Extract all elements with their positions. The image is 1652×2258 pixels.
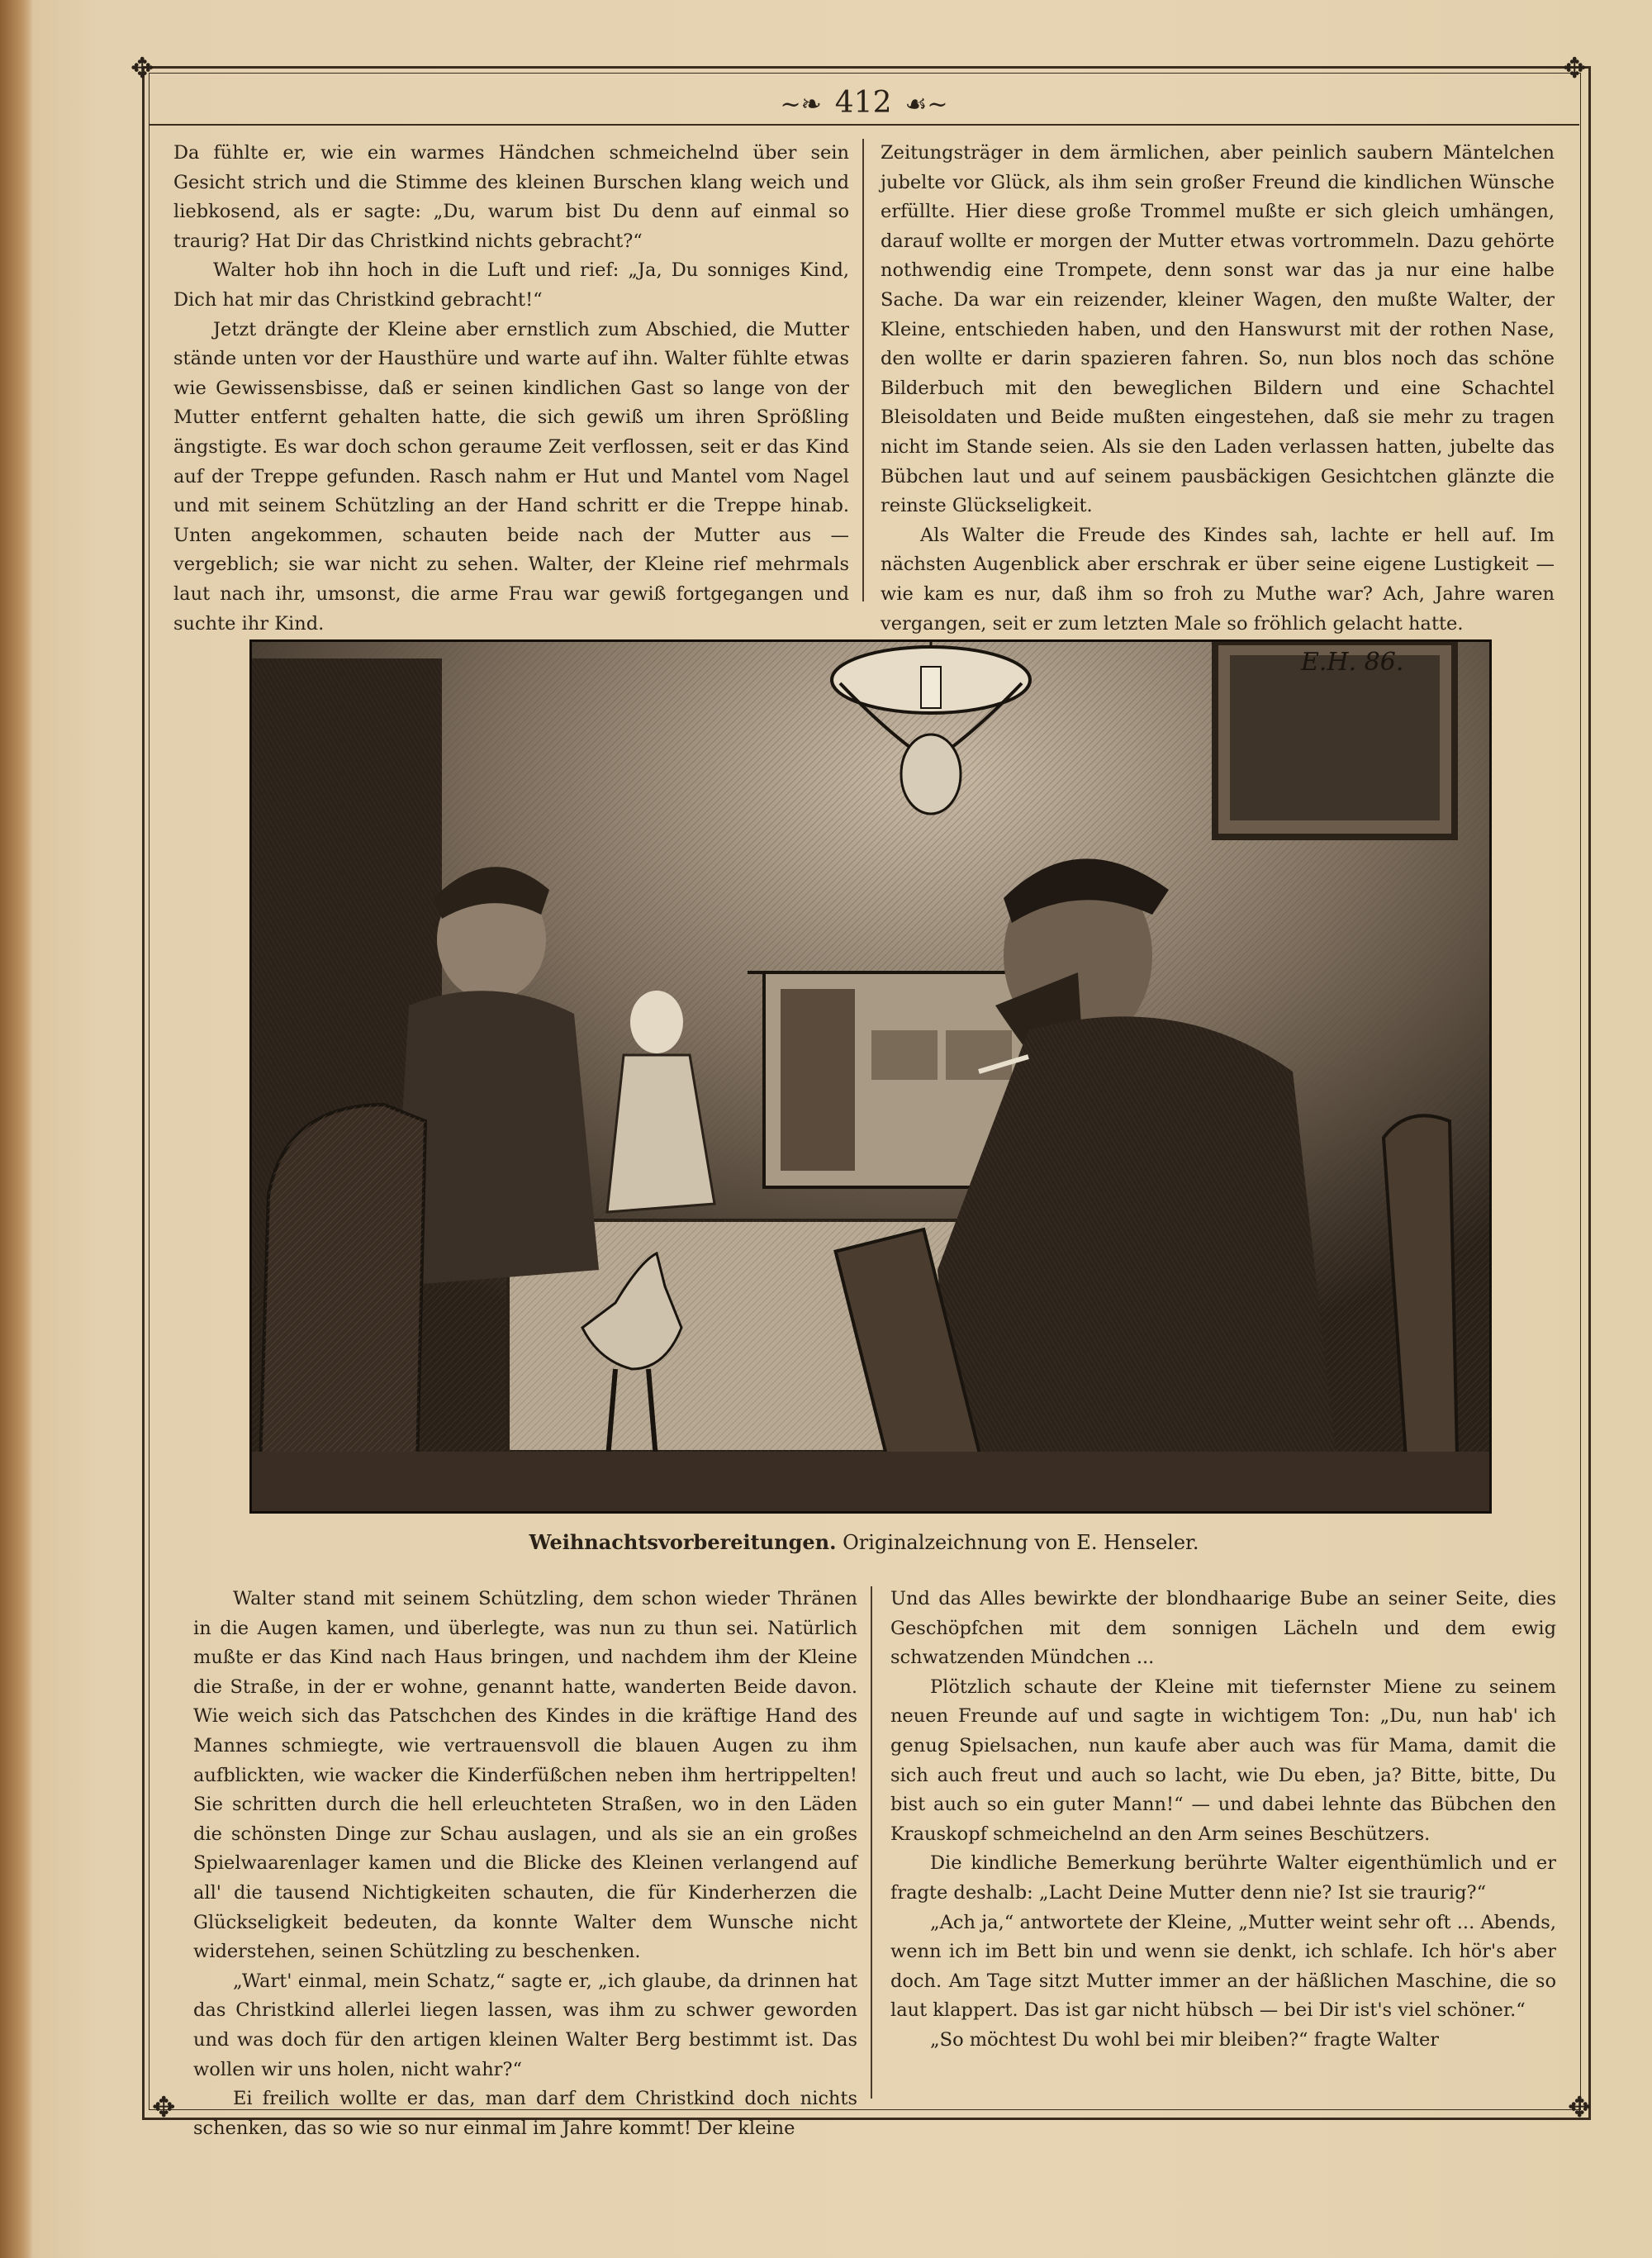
figure-caption [149, 1528, 1579, 1557]
column-divider [871, 1586, 872, 2099]
paragraph: Die kindliche Bemerkung berührte Walter eigenthümlich und er fragte deshalb: „Lacht Deine Mutter denn nie? Ist sie traurig?“ [890, 1852, 1556, 1904]
paragraph: „So möchtest Du wohl bei mir bleiben?“ fragte Walter [930, 2028, 1440, 2051]
bottom-left-column [193, 1585, 857, 2143]
paragraph: Als Walter die Freude des Kindes sah, lachte er hell auf. Im nächsten Augenblick aber erschrak er über seine eigene Lustigkeit — wie kam es nur, daß ihm so froh zu Muthe war? Ach, Jahre waren vergangen, seit er zum letzten Male so fröhlich gelacht hatte. [881, 524, 1555, 635]
caption-title: Weihnachtsvorbereitungen. [529, 1530, 837, 1554]
corner-ornament-icon: ✥ [1568, 2091, 1592, 2124]
paragraph: Walter stand mit seinem Schützling, dem schon wieder Thränen in die Augen kamen, und überlegte, was nun zu thun sei. Natürlich mußte er das Kind nach Haus bringen, und nachdem ihm der Kleine die Straße, in der er wohne, genannt hatte, wanderten Beide davon. Wie weich sich das Patschchen des Kindes in die kräftige Hand des Mannes schmiegte, wie vertrauensvoll die blauen Augen zu ihm aufblickten, wie wacker die Kinderfüßchen neben ihm hertrippelten! Sie schritten durch die hell erleuchteten Straßen, wo in den Läden die schönsten Dinge zur Schau auslagen, und als sie an ein großes Spielwaarenlager kamen und die Blicke des Kleinen verlangend auf all' die tausend Nichtigkeiten schauten, die für Kinderherzen die Glückseligkeit bedeuten, da konnte Walter dem Wunsche nicht widerstehen, seinen Schützling zu beschenken. [193, 1588, 857, 1963]
paragraph: Plötzlich schaute der Kleine mit tiefernster Miene zu seinem neuen Freunde auf und sagte in wichtigem Ton: „Du, nun hab' ich genug Spielsachen, nun kaufe aber auch was für Mama, damit die sich auch freut und auch so lacht, wie Du eben, ja? Bitte, bitte, Du bist auch so ein guter Mann!“ — und dabei lehnte das Bübchen den Krauskopf schmeichelnd an den Arm seines Beschützers. [890, 1676, 1556, 1845]
corner-ornament-icon: ✥ [152, 2091, 176, 2124]
corner-ornament-icon: ✥ [1563, 52, 1587, 85]
paragraph: „Wart' einmal, mein Schatz,“ sagte er, „ich glaube, da drinnen hat das Christkind allerlei liegen lassen, was ihm zu schwer geworden und was doch für den artigen kleinen Walter Berg bestimmt ist. Das wollen wir uns holen, nicht wahr?“ [193, 1970, 857, 2080]
caption-credit: Originalzeichnung von E. Henseler. [843, 1531, 1199, 1554]
engraving-illustration [249, 639, 1492, 1514]
paragraph: „Ach ja,“ antwortete der Kleine, „Mutter weint sehr oft ... Abends, wenn ich im Bett bin und wenn sie denkt, ich schlafe. Ich hör's aber doch. Am Tage sitzt Mutter immer an der häßlichen Maschine, die so laut klappert. Das ist gar nicht hübsch — bei Dir ist's viel schöner.“ [890, 1911, 1556, 2022]
flourish-right-icon: ☙~ [904, 90, 948, 119]
floor [252, 1452, 1489, 1511]
paragraph: Jetzt drängte der Kleine aber ernstlich zum Abschied, die Mutter stände unten vor der Hausthüre und warte auf ihn. Walter fühlte etwas wie Gewissensbisse, daß er seinen kindlichen Gast so lange von der Mutter entfernt gehalten hatte, die sich gewiß um ihren Sprößling ängstigte. Es war doch schon geraume Zeit verflossen, seit er das Kind auf der Treppe gefunden. Rasch nahm er Hut und Mantel vom Nagel und mit seinem Schützling an der Hand schritt er die Treppe hinab. Unten angekommen, schauten beide nach der Mutter aus — vergeblich; sie war nicht zu sehen. Walter, der Kleine rief mehrmals laut nach ihr, umsonst, die arme Frau war gewiß fortgegangen und suchte ihr Kind. [173, 318, 849, 635]
column-divider [862, 139, 864, 601]
paragraph: Da fühlte er, wie ein warmes Händchen schmeichelnd über sein Gesicht strich und die Stimme des kleinen Burschen klang weich und liebkosend, als er sagte: „Du, warum bist Du denn auf einmal so traurig? Hat Dir das Christkind nichts gebracht?“ [173, 142, 849, 252]
page-header [149, 81, 1579, 126]
artist-signature: E.H. 86. [1301, 648, 1404, 677]
paragraph: Walter hob ihn hoch in die Luft und rief: „Ja, Du sonniges Kind, Dich hat mir das Christkind gebracht!“ [173, 259, 849, 311]
bottom-right-column [890, 1585, 1556, 2056]
page-number: 412 [834, 86, 892, 120]
top-right-column [881, 139, 1555, 639]
chair-left [260, 1105, 425, 1468]
header-rule [149, 124, 1579, 126]
flourish-left-icon: ~❧ [780, 90, 822, 119]
top-left-column [173, 139, 849, 639]
book-spine [0, 0, 33, 2258]
paragraph: Zeitungsträger in dem ärmlichen, aber peinlich saubern Mäntelchen jubelte vor Glück, als ihm sein großer Freund die kindlichen Wünsche erfüllte. Hier diese große Trommel mußte er sich gleich umhängen, darauf wollte er morgen der Mutter etwas vortrommeln. Dazu gehörte nothwendig eine Trompete, denn sonst war das ja nur eine halbe Sache. Da war ein reizender, kleiner Wagen, den mußte Walter, der Kleine, entschieden haben, und den Hanswurst mit der rothen Nase, den wollte er darin spazieren fahren. So, nun blos noch das schöne Bilderbuch mit den beweglichen Bildern und eine Schachtel Bleisoldaten und Beide mußten eingestehen, daß sie mehr zu tragen nicht im Stande seien. Als sie den Laden verlassen hatten, jubelte das Bübchen laut und auf seinem pausbäckigen Gesichtchen glänzte die reinste Glückseligkeit. [881, 142, 1555, 517]
corner-ornament-icon: ✥ [131, 52, 154, 85]
paragraph: Und das Alles bewirkte der blondhaarige Bube an seiner Seite, dies Geschöpfchen mit dem sonnigen Lächeln und dem ewig schwatzenden Mündchen ... [890, 1588, 1556, 1669]
paragraph: Ei freilich wollte er das, man darf dem Christkind doch nichts schenken, das so wie so nur einmal im Jahre kommt! Der kleine [193, 2088, 857, 2139]
